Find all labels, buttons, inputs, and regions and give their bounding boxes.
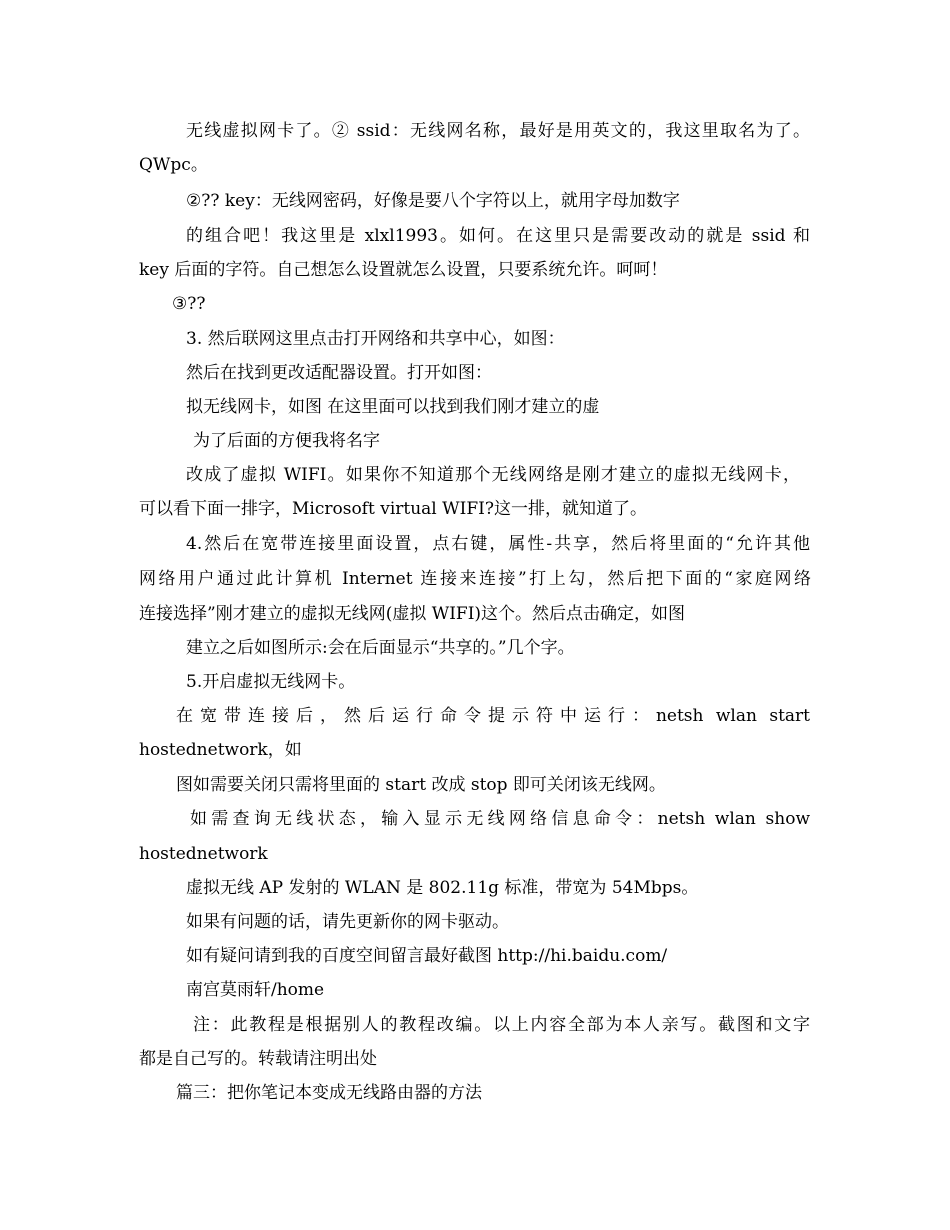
- text-line-19: hostednetwork，如: [139, 740, 302, 760]
- text-line-11: 改成了虚拟 WIFI。如果你不知道那个无线网络是刚才建立的虚拟无线网卡，: [186, 465, 800, 485]
- text-line-8: 然后在找到更改适配器设置。打开如图：: [186, 363, 492, 383]
- text-line-28: 都是自己写的。转载请注明出处: [139, 1049, 377, 1069]
- text-line-15: 连接选择”刚才建立的虚拟无线网(虚拟 WIFI)这个。然后点击确定，如图: [139, 604, 686, 624]
- text-line-2: QWpc。: [139, 155, 208, 175]
- text-line-22: hostednetwork: [139, 844, 268, 864]
- text-line-27: 注：此教程是根据别人的教程改编。以上内容全部为本人亲写。截图和文字: [193, 1015, 810, 1035]
- text-line-9: 拟无线网卡，如图 在这里面可以找到我们刚才建立的虚: [186, 397, 600, 417]
- text-line-1: 无线虚拟网卡了。② ssid：无线网名称，最好是用英文的，我这里取名为了。: [186, 121, 810, 141]
- text-line-21: 如需查询无线状态，输入显示无线网络信息命令：netsh wlan show: [190, 809, 810, 829]
- text-line-3: ②?? key：无线网密码，好像是要八个字符以上，就用字母加数字: [186, 191, 680, 211]
- text-line-24: 如果有问题的话，请先更新你的网卡驱动。: [186, 912, 509, 932]
- text-line-25: 如有疑问请到我的百度空间留言最好截图 http://hi.baidu.com/: [186, 946, 668, 966]
- text-line-17: 5.开启虚拟无线网卡。: [186, 672, 356, 692]
- text-line-26: 南宫莫雨轩/home: [186, 980, 325, 1000]
- text-line-7: 3. 然后联网这里点击打开网络和共享中心，如图：: [186, 329, 565, 349]
- text-line-18: 在宽带连接后，然后运行命令提示符中运行：netsh wlan start: [176, 706, 810, 726]
- text-line-13: 4.然后在宽带连接里面设置，点右键，属性-共享，然后将里面的“允许其他: [186, 534, 810, 554]
- text-line-12: 可以看下面一排字，Microsoft virtual WIFI?这一排，就知道了。: [139, 499, 647, 519]
- text-line-6: ③??: [172, 294, 206, 314]
- text-line-14: 网络用户通过此计算机 Internet 连接来连接”打上勾，然后把下面的“家庭网络: [139, 569, 811, 589]
- text-line-23: 虚拟无线 AP 发射的 WLAN 是 802.11g 标准，带宽为 54Mbps。: [186, 878, 699, 898]
- text-line-16: 建立之后如图所示:会在后面显示“共享的。”几个字。: [186, 638, 575, 658]
- text-line-4: 的组合吧！我这里是 xlxl1993。如何。在这里只是需要改动的就是 ssid 和: [186, 226, 810, 246]
- section-heading: 篇三：把你笔记本变成无线路由器的方法: [176, 1083, 482, 1103]
- text-line-5: key 后面的字符。自己想怎么设置就怎么设置，只要系统允许。呵呵！: [139, 260, 668, 280]
- text-line-10: 为了后面的方便我将名字: [193, 431, 380, 451]
- text-line-20: 图如需要关闭只需将里面的 start 改成 stop 即可关闭该无线网。: [176, 775, 666, 795]
